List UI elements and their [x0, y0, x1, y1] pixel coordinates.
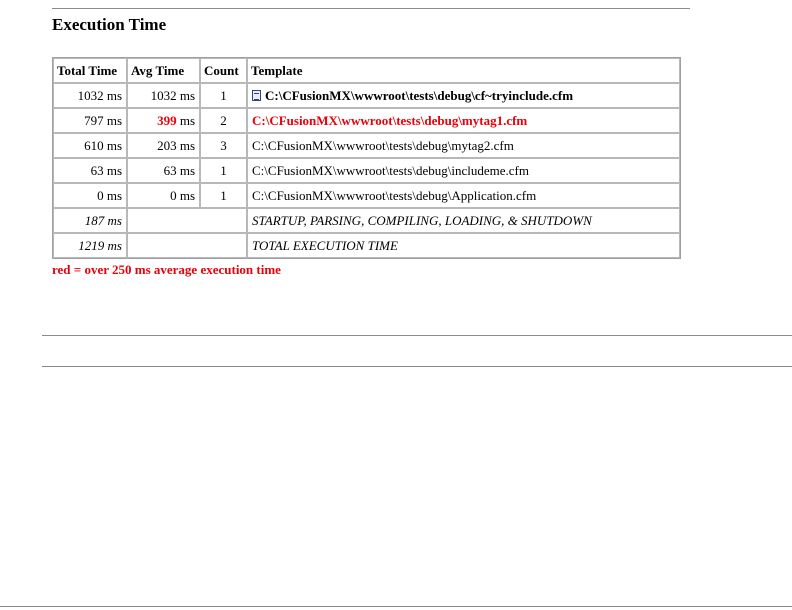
count-cell: 1 — [200, 183, 247, 208]
summary-label: STARTUP, PARSING, COMPILING, LOADING, & SHUTDOWN — [247, 208, 680, 233]
avg-time-unit: ms — [176, 113, 195, 128]
count-cell: 1 — [200, 83, 247, 108]
avg-time-cell: 0 ms — [127, 183, 200, 208]
summary-row-total — [53, 233, 680, 258]
total-time-cell: 610 ms — [53, 133, 127, 158]
summary-row-startup — [53, 208, 680, 233]
top-divider — [52, 8, 690, 9]
document-icon — [252, 90, 261, 101]
table-row — [53, 133, 680, 158]
template-cell: C:\CFusionMX\wwwroot\tests\debug\mytag2.cfm — [247, 133, 680, 158]
table-row — [53, 108, 680, 133]
divider-1 — [42, 335, 792, 336]
table-header-row — [53, 58, 680, 83]
avg-time-cell: 203 ms — [127, 133, 200, 158]
template-cell-highlighted: C:\CFusionMX\wwwroot\tests\debug\mytag1.cfm — [247, 108, 680, 133]
divider-2 — [42, 366, 792, 367]
header-template: Template — [247, 58, 680, 83]
summary-empty-cell — [127, 233, 247, 258]
section-title: Execution Time — [52, 15, 167, 34]
bottom-divider — [0, 606, 792, 607]
count-cell: 3 — [200, 133, 247, 158]
table-row — [53, 158, 680, 183]
template-cell — [247, 83, 680, 108]
table-row — [53, 83, 680, 108]
total-time-cell: 797 ms — [53, 108, 127, 133]
total-time-cell: 1032 ms — [53, 83, 127, 108]
total-time-cell: 0 ms — [53, 183, 127, 208]
avg-time-value-highlighted: 399 — [157, 113, 177, 128]
table-row — [53, 183, 680, 208]
summary-label: TOTAL EXECUTION TIME — [247, 233, 680, 258]
avg-time-cell: 1032 ms — [127, 83, 200, 108]
avg-time-cell — [127, 108, 200, 133]
summary-total-time: 187 ms — [53, 208, 127, 233]
header-avg-time: Avg Time — [127, 58, 200, 83]
summary-empty-cell — [127, 208, 247, 233]
legend-note: red = over 250 ms average execution time — [52, 262, 281, 277]
template-path: C:\CFusionMX\wwwroot\tests\debug\cf~tryinclude.cfm — [265, 88, 574, 103]
count-cell: 1 — [200, 158, 247, 183]
summary-total-time: 1219 ms — [53, 233, 127, 258]
header-count: Count — [200, 58, 247, 83]
count-cell: 2 — [200, 108, 247, 133]
total-time-cell: 63 ms — [53, 158, 127, 183]
template-cell: C:\CFusionMX\wwwroot\tests\debug\includeme.cfm — [247, 158, 680, 183]
header-total-time: Total Time — [53, 58, 127, 83]
avg-time-cell: 63 ms — [127, 158, 200, 183]
execution-time-table — [52, 57, 681, 259]
template-cell: C:\CFusionMX\wwwroot\tests\debug\Application.cfm — [247, 183, 680, 208]
